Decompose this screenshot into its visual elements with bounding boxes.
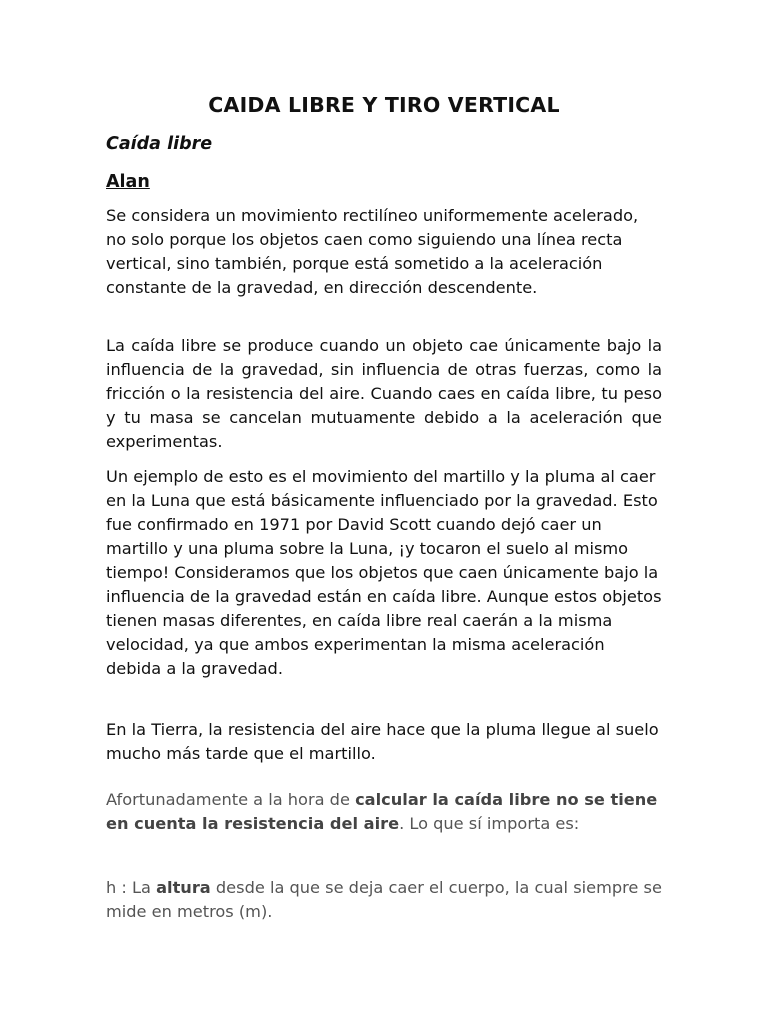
- definition-text: desde la que se deja caer el cuerpo, la cual siempre se mide en metros (m).: [106, 878, 662, 921]
- paragraph-free-fall: La caída libre se produce cuando un objeto cae únicamente bajo la influencia de la gravedad, sin influencia de otras fuerzas, como la fricción o la resistencia del aire. Cuando caes en caída libre, tu peso y tu masa se cancelan mutuamente debido a la aceleración que experimentas.: [106, 336, 662, 451]
- note-bold-text: calcular la caída libre no se tiene en cuenta la resistencia del aire: [106, 790, 658, 833]
- paragraph-air-resistance-note: [106, 788, 662, 836]
- paragraph-height-definition: [106, 876, 662, 924]
- author-name: Alan: [106, 172, 150, 192]
- paragraph-earth-air: En la Tierra, la resistencia del aire hace que la pluma llegue al suelo mucho más tarde que el martillo.: [106, 720, 659, 763]
- paragraph-moon-example: Un ejemplo de esto es el movimiento del martillo y la pluma al caer en la Luna que está básicamente influenciado por la gravedad. Esto fue confirmado en 1971 por David Scott cuando dejó caer un martillo y una pluma sobre la Luna, ¡y tocaron el suelo al mismo tiempo! Consideramos que los objetos que caen únicamente bajo la influencia de la gravedad están en caída libre. Aunque estos objetos tienen masas diferentes, en caída libre real caerán a la misma velocidad, ya que ambos experimentan la misma aceleración debida a la gravedad.: [106, 467, 662, 678]
- definition-prefix: h : La: [106, 878, 157, 897]
- section-subtitle: Caída libre: [106, 134, 213, 154]
- definition-term: altura: [156, 878, 211, 897]
- note-text-start: Afortunadamente a la hora de: [106, 790, 356, 809]
- paragraph-definition: Se considera un movimiento rectilíneo uniformemente acelerado, no solo porque los objetos caen como siguiendo una línea recta vertical, sino también, porque está sometido a la aceleración constante de la gravedad, en dirección descendente.: [106, 206, 639, 297]
- document-title: CAIDA LIBRE Y TIRO VERTICAL: [208, 93, 560, 117]
- note-text-end: . Lo que sí importa es:: [399, 814, 580, 833]
